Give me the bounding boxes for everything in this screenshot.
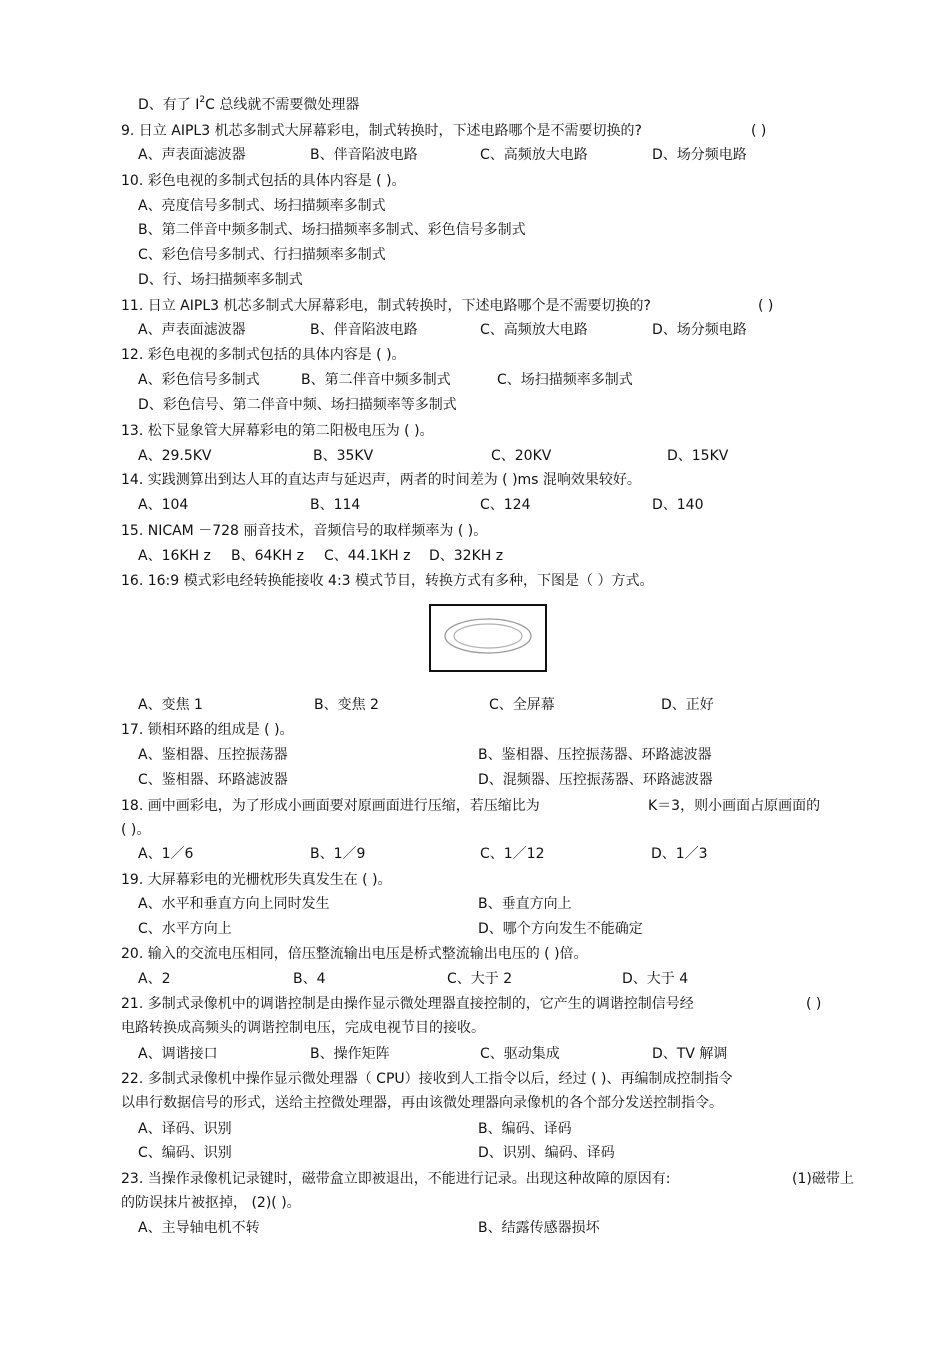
q21-option-b: B、操作矩阵 <box>310 1046 390 1062</box>
q23-option-a: A、主导轴电机不转 <box>138 1220 260 1236</box>
q22-option-c: C、编码、识别 <box>138 1145 232 1161</box>
q22-option-d: D、识别、编码、译码 <box>478 1145 615 1161</box>
q12-option-b: B、第二伴音中频多制式 <box>301 372 451 388</box>
q23-option-b: B、结露传感器损坏 <box>478 1220 600 1236</box>
q14-stem: 14. 实践测算出到达人耳的直达声与延迟声，两者的时间差为 ( )ms 混响效果较好。 <box>121 472 641 488</box>
q17-option-d: D、混频器、压控振荡器、环路滤波器 <box>478 772 713 788</box>
conversion-mode-figure <box>429 604 547 672</box>
q11-option-c: C、高频放大电路 <box>480 322 588 338</box>
q19-option-c: C、水平方向上 <box>138 921 232 937</box>
q17-option-b: B、鉴相器、压控振荡器、环路滤波器 <box>478 747 712 763</box>
q15-option-a: A、16KH z <box>138 548 211 564</box>
q22-option-a: A、译码、识别 <box>138 1121 232 1137</box>
q17-option-c: C、鉴相器、环路滤波器 <box>138 772 288 788</box>
q21-option-a: A、调谐接口 <box>138 1046 218 1062</box>
q21-stem-line2: 电路转换成高频头的调谐控制电压，完成电视节目的接收。 <box>121 1020 485 1036</box>
q14-option-b: B、114 <box>310 497 361 513</box>
q9-option-b: B、伴音陷波电路 <box>310 147 418 163</box>
q8-option-d: D、有了 $I^2C$ 总线就不需要微处理器 <box>138 95 360 113</box>
q9-option-c: C、高频放大电路 <box>480 147 588 163</box>
q12-option-d: D、彩色信号、第二伴音中频、场扫描频率等多制式 <box>138 397 457 413</box>
q22-stem: 22. 多制式录像机中操作显示微处理器（ CPU）接收到人工指令以后，经过 ( )、再编制成控制指令 <box>121 1071 733 1087</box>
q9-option-a: A、声表面滤波器 <box>138 147 246 163</box>
q11-option-a: A、声表面滤波器 <box>138 322 246 338</box>
q15-option-b: B、64KH z <box>231 548 304 564</box>
q16-stem: 16. 16:9 模式彩电经转换能接收 4:3 模式节目，转换方式有多种，下图是（ ）方式。 <box>121 573 654 589</box>
q13-option-d: D、15KV <box>667 448 729 464</box>
q11-option-d: D、场分频电路 <box>652 322 747 338</box>
q16-option-a: A、变焦 1 <box>138 697 203 713</box>
q19-option-a: A、水平和垂直方向上同时发生 <box>138 896 330 912</box>
q18-stem: 18. 画中画彩电，为了形成小画面要对原画面进行压缩，若压缩比为 <box>121 798 540 814</box>
q13-stem: 13. 松下显象管大屏幕彩电的第二阳极电压为 ( )。 <box>121 423 434 439</box>
q18-option-a: A、1／6 <box>138 846 194 862</box>
q18-option-d: D、1／3 <box>651 846 708 862</box>
q21-option-c: C、驱动集成 <box>480 1046 560 1062</box>
q13-option-b: B、35KV <box>313 448 374 464</box>
q19-option-b: B、垂直方向上 <box>478 896 572 912</box>
q11-option-b: B、伴音陷波电路 <box>310 322 418 338</box>
q20-option-a: A、2 <box>138 971 171 987</box>
q22-stem-line2: 以串行数据信号的形式，送给主控微处理器，再由该微处理器向录像机的各个部分发送控制指令。 <box>121 1095 723 1111</box>
q23-stem-line2: 的防误抹片被抠掉， (2)( )。 <box>121 1195 301 1211</box>
q15-option-c: C、44.1KH z <box>324 548 411 564</box>
q12-option-a: A、彩色信号多制式 <box>138 372 260 388</box>
q10-stem: 10. 彩色电视的多制式包括的具体内容是 ( )。 <box>121 173 406 189</box>
q17-option-a: A、鉴相器、压控振荡器 <box>138 747 288 763</box>
q10-option-d: D、行、场扫描频率多制式 <box>138 272 303 288</box>
q20-option-c: C、大于 2 <box>447 971 513 987</box>
q10-option-b: B、第二伴音中频多制式、场扫描频率多制式、彩色信号多制式 <box>138 222 526 238</box>
q12-stem: 12. 彩色电视的多制式包括的具体内容是 ( )。 <box>121 347 406 363</box>
q10-option-a: A、亮度信号多制式、场扫描频率多制式 <box>138 198 386 214</box>
q9-stem: 9. 日立 AIPL3 机芯多制式大屏幕彩电，制式转换时，下述电路哪个是不需要切换的? <box>121 123 642 139</box>
q13-option-c: C、20KV <box>491 448 552 464</box>
q21-answer-blank: ( ) <box>806 996 822 1012</box>
q14-option-c: C、124 <box>480 497 531 513</box>
q23-stem: 23. 当操作录像机记录键时，磁带盒立即被退出，不能进行记录。出现这种故障的原因有: <box>121 1171 671 1187</box>
q11-answer-blank: ( ) <box>758 298 774 314</box>
q20-option-d: D、大于 4 <box>622 971 689 987</box>
q21-option-d: D、TV 解调 <box>652 1046 728 1062</box>
q18-option-c: C、1／12 <box>480 846 545 862</box>
q22-option-b: B、编码、译码 <box>478 1121 572 1137</box>
q18-stem-line2: ( )。 <box>121 822 151 838</box>
q19-option-d: D、哪个方向发生不能确定 <box>478 921 643 937</box>
q20-option-b: B、4 <box>293 971 326 987</box>
q9-option-d: D、场分频电路 <box>652 147 747 163</box>
q14-option-d: D、140 <box>652 497 704 513</box>
q10-option-c: C、彩色信号多制式、行扫描频率多制式 <box>138 247 386 263</box>
q23-stem-right: (1)磁带上 <box>792 1171 854 1187</box>
q18-stem-right: K＝3，则小画面占原画面的 <box>648 798 821 814</box>
q20-stem: 20. 输入的交流电压相同，倍压整流输出电压是桥式整流输出电压的 ( )倍。 <box>121 946 588 962</box>
q14-option-a: A、104 <box>138 497 189 513</box>
ellipse-diagram <box>431 606 545 670</box>
q9-answer-blank: ( ) <box>751 123 767 139</box>
q21-stem: 21. 多制式录像机中的调谐控制是由操作显示微处理器直接控制的，它产生的调谐控制信号经 <box>121 996 694 1012</box>
q16-option-d: D、正好 <box>661 697 714 713</box>
q19-stem: 19. 大屏幕彩电的光栅枕形失真发生在 ( )。 <box>121 872 392 888</box>
q16-option-b: B、变焦 2 <box>314 697 379 713</box>
q17-stem: 17. 锁相环路的组成是 ( )。 <box>121 722 294 738</box>
q15-stem: 15. NICAM －728 丽音技术，音频信号的取样频率为 ( )。 <box>121 523 488 539</box>
q11-stem: 11. 日立 AIPL3 机芯多制式大屏幕彩电，制式转换时，下述电路哪个是不需要切换的? <box>121 298 651 314</box>
q16-option-c: C、全屏幕 <box>489 697 555 713</box>
q13-option-a: A、29.5KV <box>138 448 212 464</box>
q18-option-b: B、1／9 <box>310 846 366 862</box>
q15-option-d: D、32KH z <box>429 548 504 564</box>
q12-option-c: C、场扫描频率多制式 <box>497 372 633 388</box>
